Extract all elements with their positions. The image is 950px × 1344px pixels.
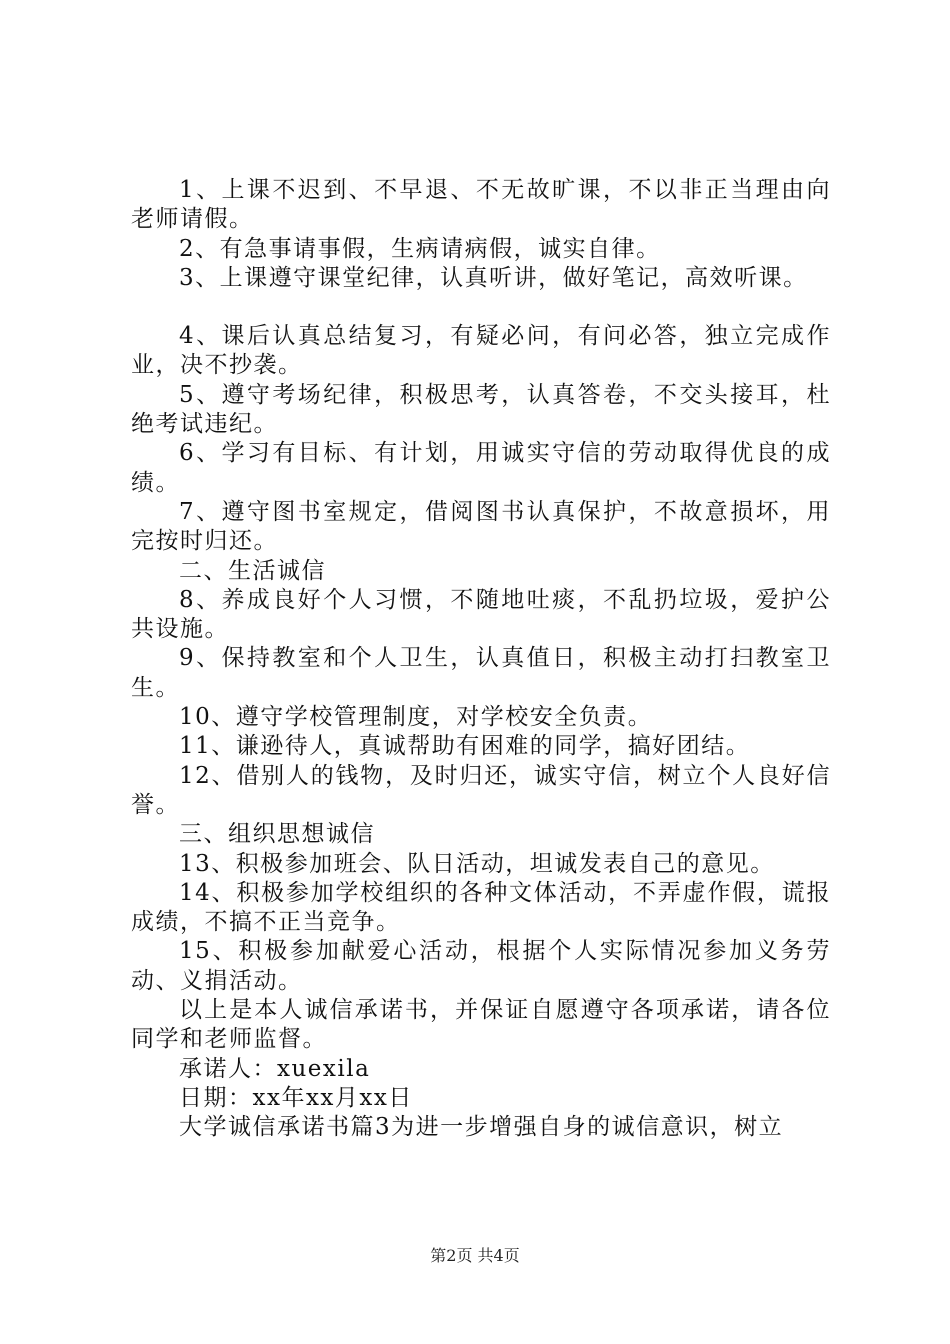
paragraph: 8、养成良好个人习惯，不随地吐痰，不乱扔垃圾，爱护公共设施。 — [131, 586, 831, 643]
paragraph: 10、遵守学校管理制度，对学校安全负责。 — [179, 704, 653, 731]
paragraph: 13、积极参加班会、队日活动，坦诚发表自己的意见。 — [179, 850, 775, 877]
paragraph: 4、课后认真总结复习，有疑必问，有问必答，独立完成作业，决不抄袭。 — [131, 323, 831, 379]
paragraph: 1、上课不迟到、不早退、不无故旷课，不以非正当理由向老师请假。 — [131, 177, 831, 233]
date-line: 日期：xx年xx月xx日 — [179, 1084, 413, 1111]
document-body — [131, 176, 831, 1143]
signatory: 承诺人：xuexila — [179, 1055, 371, 1082]
paragraph: 3、上课遵守课堂纪律，认真听讲，做好笔记，高效听课。 — [179, 264, 808, 291]
paragraph: 2、有急事请事假，生病请病假，诚实自律。 — [179, 235, 661, 262]
paragraph: 6、学习有目标、有计划，用诚实守信的劳动取得优良的成绩。 — [131, 440, 831, 496]
section-heading: 二、生活诚信 — [179, 557, 326, 584]
paragraph: 15、积极参加献爱心活动，根据个人实际情况参加义务劳动、义捐活动。 — [131, 938, 831, 994]
paragraph: 7、遵守图书室规定，借阅图书认真保护，不故意损坏，用完按时归还。 — [131, 498, 831, 555]
paragraph: 14、积极参加学校组织的各种文体活动，不弄虚作假，谎报成绩，不搞不正当竞争。 — [131, 879, 831, 936]
paragraph: 大学诚信承诺书篇3为进一步增强自身的诚信意识，树立 — [179, 1114, 784, 1141]
blank-line — [131, 293, 831, 322]
paragraph: 以上是本人诚信承诺书，并保证自愿遵守各项承诺，请各位同学和老师监督。 — [131, 997, 831, 1053]
paragraph: 9、保持教室和个人卫生，认真值日，积极主动打扫教室卫生。 — [131, 645, 831, 701]
section-heading: 三、组织思想诚信 — [179, 821, 375, 848]
paragraph: 12、借别人的钱物，及时归还，诚实守信，树立个人良好信誉。 — [131, 762, 831, 818]
paragraph: 5、遵守考场纪律，积极思考，认真答卷，不交头接耳，杜绝考试违纪。 — [131, 381, 831, 438]
page-footer: 第2页 共4页 — [430, 1246, 520, 1265]
paragraph: 11、谦逊待人，真诚帮助有困难的同学，搞好团结。 — [179, 733, 751, 760]
